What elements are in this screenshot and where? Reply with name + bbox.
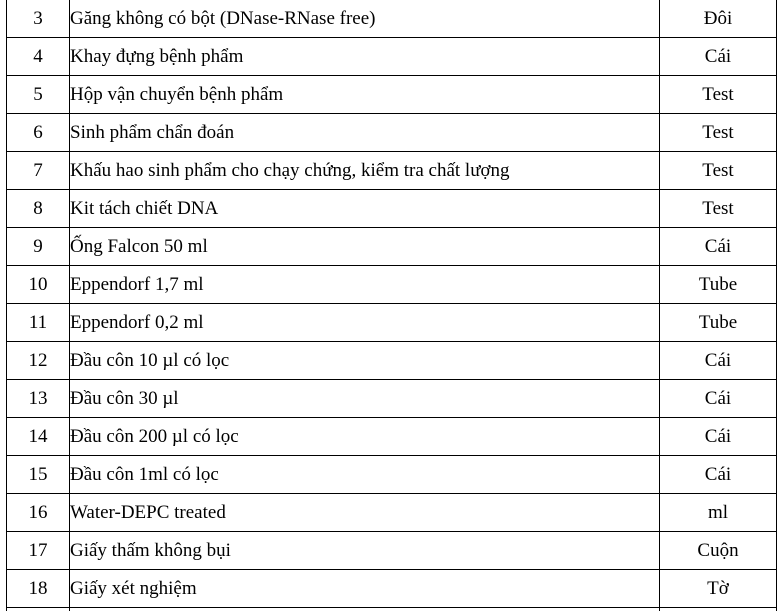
- unit-cell: Cái: [660, 456, 777, 494]
- unit-cell: Cái: [660, 342, 777, 380]
- table-border-continuation: [659, 601, 660, 611]
- item-name-cell: Đầu côn 200 µl có lọc: [70, 418, 660, 456]
- unit-cell: Cái: [660, 418, 777, 456]
- item-name-cell: Đầu côn 1ml có lọc: [70, 456, 660, 494]
- supplies-table: [6, 0, 777, 608]
- table-row: [7, 266, 777, 304]
- row-number-cell: 14: [7, 418, 70, 456]
- table-row: [7, 418, 777, 456]
- unit-cell: ml: [660, 494, 777, 532]
- item-name-cell: Găng không có bột (DNase-RNase free): [70, 0, 660, 38]
- unit-cell: Tube: [660, 266, 777, 304]
- row-number-cell: 5: [7, 76, 70, 114]
- unit-cell: Đôi: [660, 0, 777, 38]
- item-name-cell: Hộp vận chuyển bệnh phẩm: [70, 76, 660, 114]
- row-number-cell: 3: [7, 0, 70, 38]
- row-number-cell: 18: [7, 570, 70, 608]
- item-name-cell: Đầu côn 10 µl có lọc: [70, 342, 660, 380]
- item-name-cell: Water-DEPC treated: [70, 494, 660, 532]
- row-number-cell: 11: [7, 304, 70, 342]
- table-row: [7, 114, 777, 152]
- item-name-cell: Sinh phẩm chẩn đoán: [70, 114, 660, 152]
- row-number-cell: 15: [7, 456, 70, 494]
- row-number-cell: 8: [7, 190, 70, 228]
- table-row: [7, 570, 777, 608]
- item-name-cell: Khay đựng bệnh phẩm: [70, 38, 660, 76]
- unit-cell: Test: [660, 190, 777, 228]
- row-number-cell: 9: [7, 228, 70, 266]
- table-row: [7, 532, 777, 570]
- row-number-cell: 17: [7, 532, 70, 570]
- unit-cell: Test: [660, 114, 777, 152]
- unit-cell: Test: [660, 76, 777, 114]
- unit-cell: Cái: [660, 228, 777, 266]
- table-row: [7, 380, 777, 418]
- unit-cell: Test: [660, 152, 777, 190]
- row-number-cell: 7: [7, 152, 70, 190]
- item-name-cell: Giấy thấm không bụi: [70, 532, 660, 570]
- row-number-cell: 6: [7, 114, 70, 152]
- row-number-cell: 4: [7, 38, 70, 76]
- unit-cell: Cái: [660, 38, 777, 76]
- unit-cell: Cuộn: [660, 532, 777, 570]
- supplies-table-body: [7, 0, 777, 608]
- table-row: [7, 228, 777, 266]
- table-row: [7, 190, 777, 228]
- table-row: [7, 76, 777, 114]
- row-number-cell: 10: [7, 266, 70, 304]
- unit-cell: Tube: [660, 304, 777, 342]
- table-border-continuation: [776, 601, 777, 611]
- item-name-cell: Đầu côn 30 µl: [70, 380, 660, 418]
- item-name-cell: Eppendorf 1,7 ml: [70, 266, 660, 304]
- table-row: [7, 342, 777, 380]
- item-name-cell: Ống Falcon 50 ml: [70, 228, 660, 266]
- item-name-cell: Kit tách chiết DNA: [70, 190, 660, 228]
- item-name-cell: Giấy xét nghiệm: [70, 570, 660, 608]
- unit-cell: Cái: [660, 380, 777, 418]
- table-border-continuation: [6, 601, 7, 611]
- item-name-cell: Khấu hao sinh phẩm cho chạy chứng, kiểm tra chất lượng: [70, 152, 660, 190]
- table-row: [7, 152, 777, 190]
- table-row: [7, 494, 777, 532]
- unit-cell: Tờ: [660, 570, 777, 608]
- row-number-cell: 16: [7, 494, 70, 532]
- table-border-continuation: [69, 601, 70, 611]
- table-row: [7, 38, 777, 76]
- row-number-cell: 12: [7, 342, 70, 380]
- table-row: [7, 304, 777, 342]
- item-name-cell: Eppendorf 0,2 ml: [70, 304, 660, 342]
- row-number-cell: 13: [7, 380, 70, 418]
- table-row: [7, 456, 777, 494]
- table-row: [7, 0, 777, 38]
